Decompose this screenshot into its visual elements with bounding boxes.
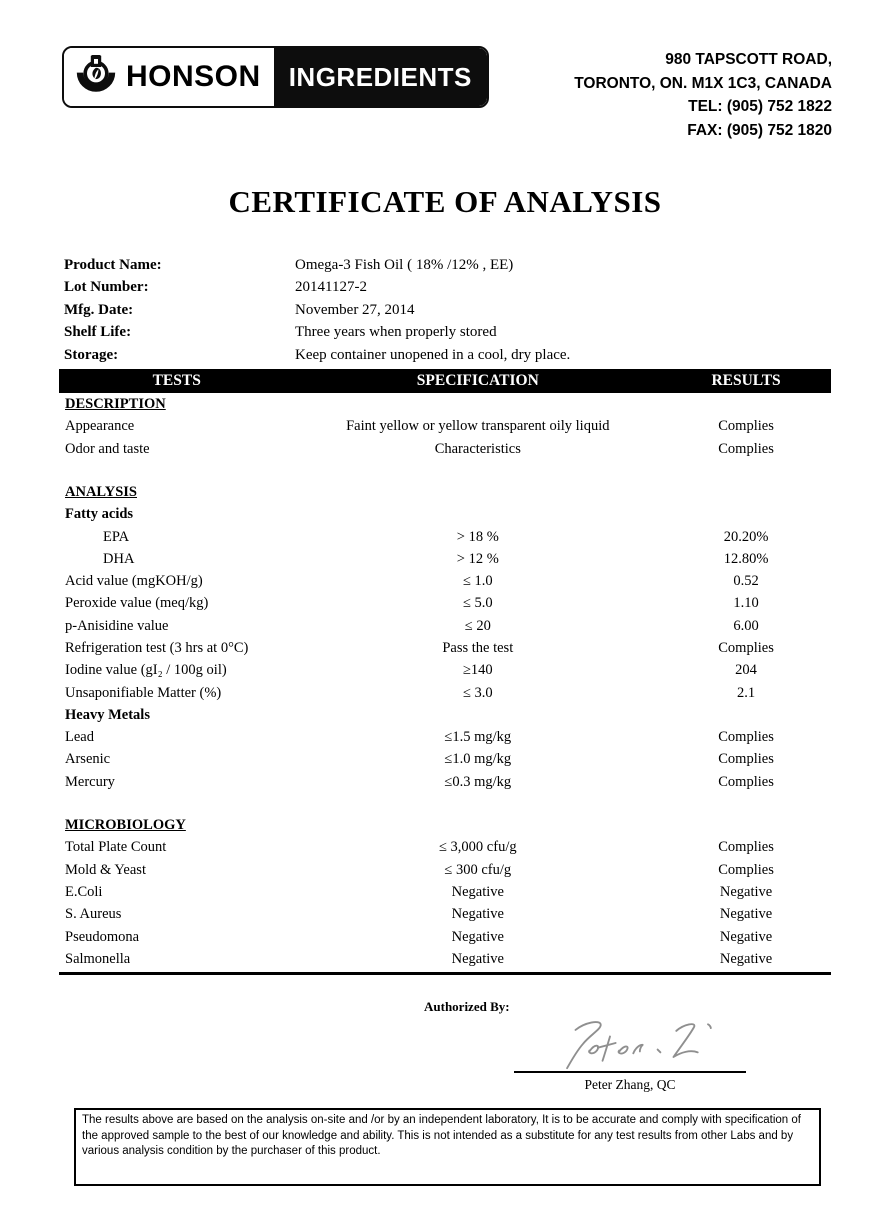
section-spacer [59, 460, 831, 481]
table-row [59, 903, 831, 925]
info-row [64, 299, 890, 321]
table-row [59, 659, 831, 681]
info-value: Omega-3 Fish Oil ( 18% /12% , EE) [295, 257, 514, 273]
spec-value: Negative [451, 883, 504, 900]
table-row [59, 859, 831, 881]
info-label: Shelf Life: [64, 324, 132, 341]
info-label: Lot Number: [64, 279, 149, 296]
logo-left-panel [64, 48, 274, 106]
spec-value: Pass the test [442, 640, 514, 656]
spec-value: ≤ 5.0 [462, 595, 493, 612]
result-value: 6.00 [733, 617, 759, 634]
spec-value: Faint yellow or yellow transparent oily liquid [346, 418, 610, 435]
signer-name: Peter Zhang, QC [584, 1077, 676, 1093]
table-row [59, 771, 831, 793]
table-row [59, 570, 831, 592]
column-header-results: RESULTS [711, 372, 781, 390]
result-value: 0.52 [733, 573, 759, 590]
info-label: Product Name: [64, 257, 162, 273]
result-value: 2.1 [736, 684, 756, 701]
test-name: Mercury [65, 773, 115, 790]
table-row [59, 726, 831, 748]
section-spacer [59, 793, 831, 814]
flask-icon [72, 51, 120, 104]
spec-value: ≤ 3.0 [462, 684, 493, 701]
document-title: CERTIFICATE OF ANALYSIS [228, 184, 662, 219]
test-name: Refrigeration test (3 hrs at 0°C) [65, 640, 249, 656]
result-value: Complies [718, 773, 774, 790]
test-name: Pseudomona [65, 928, 140, 945]
address-line: TORONTO, ON. M1X 1C3, CANADA [574, 74, 832, 92]
info-value: Keep container unopened in a cool, dry place. [295, 346, 571, 363]
info-row [64, 254, 890, 276]
spec-value: ≤1.5 mg/kg [444, 729, 512, 746]
test-name: Odor and taste [65, 440, 150, 457]
section-heading-description: DESCRIPTION [65, 396, 166, 413]
address-line-tel: TEL: (905) 752 1822 [688, 98, 832, 115]
spec-value: ≤ 1.0 [462, 573, 493, 590]
result-value: Complies [718, 751, 774, 768]
table-header-bar [59, 369, 831, 393]
analysis-table [59, 369, 831, 975]
spec-value: Characteristics [434, 440, 521, 457]
table-row [59, 637, 831, 659]
test-name: Lead [65, 729, 94, 746]
result-value: Complies [718, 640, 774, 656]
table-row [59, 948, 831, 970]
info-label: Storage: [64, 346, 119, 363]
test-name: Appearance [65, 418, 135, 435]
test-name: Arsenic [65, 751, 111, 768]
result-value: Negative [719, 928, 773, 945]
signature-block [514, 1015, 746, 1093]
column-header-tests: TESTS [152, 372, 201, 390]
table-row [59, 415, 831, 437]
result-value: Negative [719, 950, 773, 967]
test-name: p-Anisidine value [65, 617, 169, 634]
result-value: Complies [718, 861, 774, 878]
table-row [59, 526, 831, 548]
column-header-specification: SPECIFICATION [416, 372, 539, 390]
test-name: Total Plate Count [65, 839, 167, 856]
result-value: Complies [718, 729, 774, 746]
section-heading-analysis: ANALYSIS [65, 483, 137, 500]
spec-value: ≤ 300 cfu/g [444, 861, 512, 878]
result-value: 20.20% [723, 528, 769, 545]
info-row [64, 344, 890, 366]
result-value: Negative [719, 906, 773, 923]
table-row [59, 881, 831, 903]
address-line: 980 TAPSCOTT ROAD, [665, 51, 832, 68]
test-name: E.Coli [65, 883, 103, 900]
table-row [59, 748, 831, 770]
table-row [59, 438, 831, 460]
result-value: 1.10 [733, 595, 759, 612]
authorized-by-label: Authorized By: [424, 999, 510, 1015]
spec-value: ≤ 3,000 cfu/g [438, 839, 517, 856]
test-name: Unsaponifiable Matter (%) [65, 684, 222, 701]
test-name: Mold & Yeast [65, 861, 146, 878]
info-row [64, 276, 890, 298]
test-name: EPA [103, 528, 130, 545]
result-value: Complies [718, 440, 774, 457]
spec-value: Negative [451, 928, 504, 945]
page-header [0, 0, 890, 142]
test-name: Acid value (mgKOH/g) [65, 573, 203, 590]
table-row [59, 926, 831, 948]
result-value: 204 [735, 662, 757, 679]
subsection-heading-fatty-acids: Fatty acids [65, 506, 134, 523]
spec-value: Negative [451, 950, 504, 967]
signature [548, 1015, 728, 1071]
spec-value: > 18 % [456, 528, 499, 545]
result-value: Complies [718, 418, 774, 435]
spec-value: ≤1.0 mg/kg [444, 751, 512, 768]
table-row [59, 592, 831, 614]
honson-logo [62, 46, 489, 108]
disclaimer-box [74, 1108, 821, 1186]
address-line-fax: FAX: (905) 752 1820 [687, 121, 832, 139]
table-row [59, 836, 831, 858]
disclaimer-text: The results above are based on the analysis on-site and /or by an independent laboratory, It is to be accurate and comply with specification of the approved sample to the best of our knowledge and ability. This is not intended as a substitute for any test results from other Labs and by various analysis condition by the purchaser of this product. [82, 1114, 801, 1158]
logo-brand-honson: HONSON [126, 60, 261, 93]
test-name: S. Aureus [65, 906, 122, 923]
info-value: 20141127-2 [295, 279, 367, 296]
info-label: Mfg. Date: [64, 301, 134, 318]
test-name: DHA [103, 550, 135, 567]
result-value: 12.80% [723, 550, 769, 567]
section-heading-microbiology: MICROBIOLOGY [65, 817, 186, 834]
result-value: Complies [718, 839, 774, 856]
test-name: Peroxide value (meq/kg) [65, 595, 209, 612]
table-row [59, 682, 831, 704]
spec-value: Negative [451, 906, 504, 923]
info-value: Three years when properly stored [295, 324, 497, 341]
test-name: Salmonella [65, 950, 131, 967]
spec-value: ≤0.3 mg/kg [444, 773, 512, 790]
logo-brand-ingredients: INGREDIENTS [274, 48, 487, 106]
subsection-heading-heavy-metals: Heavy Metals [65, 706, 150, 723]
table-row [59, 548, 831, 570]
product-info [64, 254, 890, 366]
test-name: Iodine value (gI₂ / 100g oil) [65, 662, 227, 679]
result-value: Negative [719, 883, 773, 900]
company-address [574, 46, 832, 142]
info-row [64, 321, 890, 343]
spec-value: ≥140 [462, 662, 493, 679]
spec-value: ≤ 20 [464, 617, 491, 634]
spec-value: > 12 % [456, 550, 499, 567]
info-value: November 27, 2014 [295, 301, 415, 318]
table-body [59, 393, 831, 975]
table-row [59, 615, 831, 637]
